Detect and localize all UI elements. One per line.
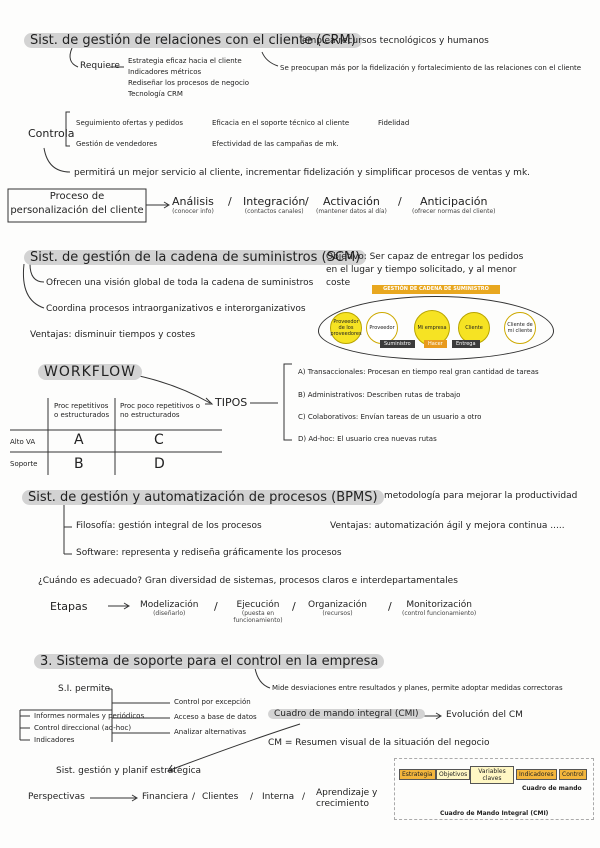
workflow-col-header: Proc repetitivos o estructurados [54, 402, 110, 419]
scm-diagram-title: GESTIÓN DE CADENA DE SUMINISTRO [372, 285, 500, 294]
scm-coordina: Coordina procesos intraorganizativos e interorganizativos [46, 304, 306, 314]
control-left-item: Indicadores [34, 736, 75, 744]
slash: / [398, 195, 402, 208]
bpms-title: Sist. de gestión y automatización de procesos (BPMS) [22, 490, 384, 505]
stage: Activación (mantener datos al día) [316, 195, 387, 215]
list-item: Indicadores métricos [128, 68, 202, 76]
slash: / [302, 792, 306, 802]
tipos-label: TIPOS [215, 396, 248, 409]
tipo-item: D) Ad-hoc: El usuario crea nuevas rutas [298, 435, 437, 443]
controla-item: Seguimiento ofertas y pedidos [76, 119, 184, 127]
workflow-cell: C [154, 432, 164, 448]
tipo-item: A) Transaccionales: Procesan en tiempo real gran cantidad de tareas [298, 368, 539, 376]
control-left-item: Control direccional (ad-hoc) [34, 724, 132, 732]
crm-emplea: emplea recursos tecnológicos y humanos [302, 36, 489, 46]
scm-label: Hacer [424, 340, 447, 348]
cm-definition: CM = Resumen visual de la situación del negocio [268, 738, 490, 748]
cmi-cell: Variables claves [470, 766, 514, 784]
list-item: Tecnología CRM [128, 90, 183, 98]
workflow-title: WORKFLOW [38, 364, 142, 380]
scm-node: Cliente [458, 312, 490, 344]
workflow-cell: D [154, 456, 165, 472]
scm-label: Entrega [452, 340, 480, 348]
scm-node: Proveedor de los proveedores [330, 312, 362, 344]
tipo-item: C) Colaborativos: Envían tareas de un usuario a otro [298, 413, 482, 421]
crm-se-preocupan: Se preocupan más por la fidelización y fortalecimiento de las relaciones con el cliente [280, 64, 582, 72]
slash: / [250, 792, 254, 802]
bpms-ventajas: Ventajas: automatización ágil y mejora continua ..... [330, 521, 565, 531]
control-right-item: Control por excepción [174, 698, 251, 706]
cmi-caption: Cuadro de Mando Integral (CMI) [440, 810, 549, 817]
proceso-box: Proceso de personalización del cliente [10, 191, 144, 216]
scm-ventajas: Ventajas: disminuir tiempos y costes [30, 330, 196, 340]
list-item: Rediseñar los procesos de negocio [128, 79, 250, 87]
scm-title: Sist. de gestión de la cadena de suministros (SCM) [24, 250, 366, 265]
cmi-cell: Estrategia [399, 769, 436, 780]
etapas-label: Etapas [50, 600, 88, 613]
workflow-col-header: Proc poco repetitivos o no estructurados [120, 402, 201, 419]
cmi-cell: Indicadores [516, 769, 557, 780]
tipo-item: B) Administrativos: Describen rutas de trabajo [298, 391, 461, 399]
etapa: Organización (recursos) [308, 600, 367, 617]
bpms-metodologia: metodología para mejorar la productividad [384, 491, 578, 501]
slash: / [228, 195, 232, 208]
slash: / [388, 600, 392, 613]
cmi-label: Cuadro de mando integral (CMI) [268, 709, 425, 719]
stage: Anticipación (ofrecer normas del cliente) [412, 195, 496, 215]
list-item: Estrategia eficaz hacia el cliente [128, 57, 242, 65]
stage: Integración (contactos canales) [243, 195, 306, 215]
crm-requiere-label: Requiere [80, 61, 120, 71]
controla-item: Efectividad de las campañas de mk. [212, 140, 339, 148]
perspectiva: Financiera [142, 792, 189, 802]
controla-item: Eficacia en el soporte técnico al cliente [212, 119, 350, 127]
evolucion-cm: Evolución del CM [446, 710, 523, 720]
slash: / [214, 600, 218, 613]
slash: / [192, 792, 196, 802]
scm-node: Mi empresa [414, 310, 450, 346]
workflow-cell: B [74, 456, 84, 472]
sist-gestion: Sist. gestión y planif estratégica [56, 766, 202, 776]
etapa: Monitorización (control funcionamiento) [402, 600, 477, 617]
crm-controla-label: Controla [28, 127, 75, 140]
workflow-row-header: Soporte [10, 460, 38, 468]
perspectiva: Interna [262, 792, 295, 802]
bpms-software: Software: representa y rediseña gráficamente los procesos [76, 548, 342, 558]
cmi-sub: Cuadro de mando [522, 785, 582, 792]
workflow-row-header: Alto VA [10, 438, 36, 446]
crm-title: Sist. de gestión de relaciones con el cliente (CRM) [24, 33, 362, 48]
workflow-cell: A [74, 432, 84, 448]
control-left-item: Informes normales y periódicos [34, 712, 145, 720]
perspectiva: Clientes [202, 792, 239, 802]
crm-requiere-list [128, 56, 268, 100]
crm-permitira: permitirá un mejor servicio al cliente, incrementar fidelización y simplificar procesos de ventas y mk. [74, 168, 531, 178]
stage: Análisis (conocer info) [172, 195, 214, 215]
si-permite: S.I. permite [58, 684, 111, 694]
scm-node: Cliente de mi cliente [504, 312, 536, 344]
cmi-cell: Control [559, 769, 587, 780]
perspectiva: Aprendizaje y crecimiento [316, 788, 378, 809]
scm-objetivo: Objetivo: Ser capaz de entregar los pedidos en el lugar y tiempo solicitado, y al menor coste [326, 252, 524, 288]
etapa: Modelización (diseñarlo) [140, 600, 199, 617]
etapa: Ejecución (puesta en funcionamiento) [233, 600, 283, 624]
crm-fidelidad: Fidelidad [378, 119, 410, 127]
control-title: 3. Sistema de soporte para el control en la empresa [34, 654, 384, 669]
slash: / [292, 600, 296, 613]
cmi-cell: Objetivos [436, 769, 470, 780]
perspectivas-label: Perspectivas [28, 792, 85, 802]
control-right-item: Analizar alternativas [174, 728, 247, 736]
slash: / [305, 195, 309, 208]
scm-node: Proveedor [366, 312, 398, 344]
scm-label: Suministro [380, 340, 415, 348]
bpms-cuando: ¿Cuándo es adecuado? Gran diversidad de sistemas, procesos claros e interdepartamentales [38, 576, 458, 586]
control-right-item: Acceso a base de datos [174, 713, 257, 721]
control-mide: Mide desviaciones entre resultados y planes, permite adoptar medidas correctoras [272, 684, 563, 692]
scm-ofrecen: Ofrecen una visión global de toda la cadena de suministros [46, 278, 314, 288]
bpms-filosofia: Filosofía: gestión integral de los procesos [76, 521, 262, 531]
controla-item: Gestión de vendedores [76, 140, 158, 148]
